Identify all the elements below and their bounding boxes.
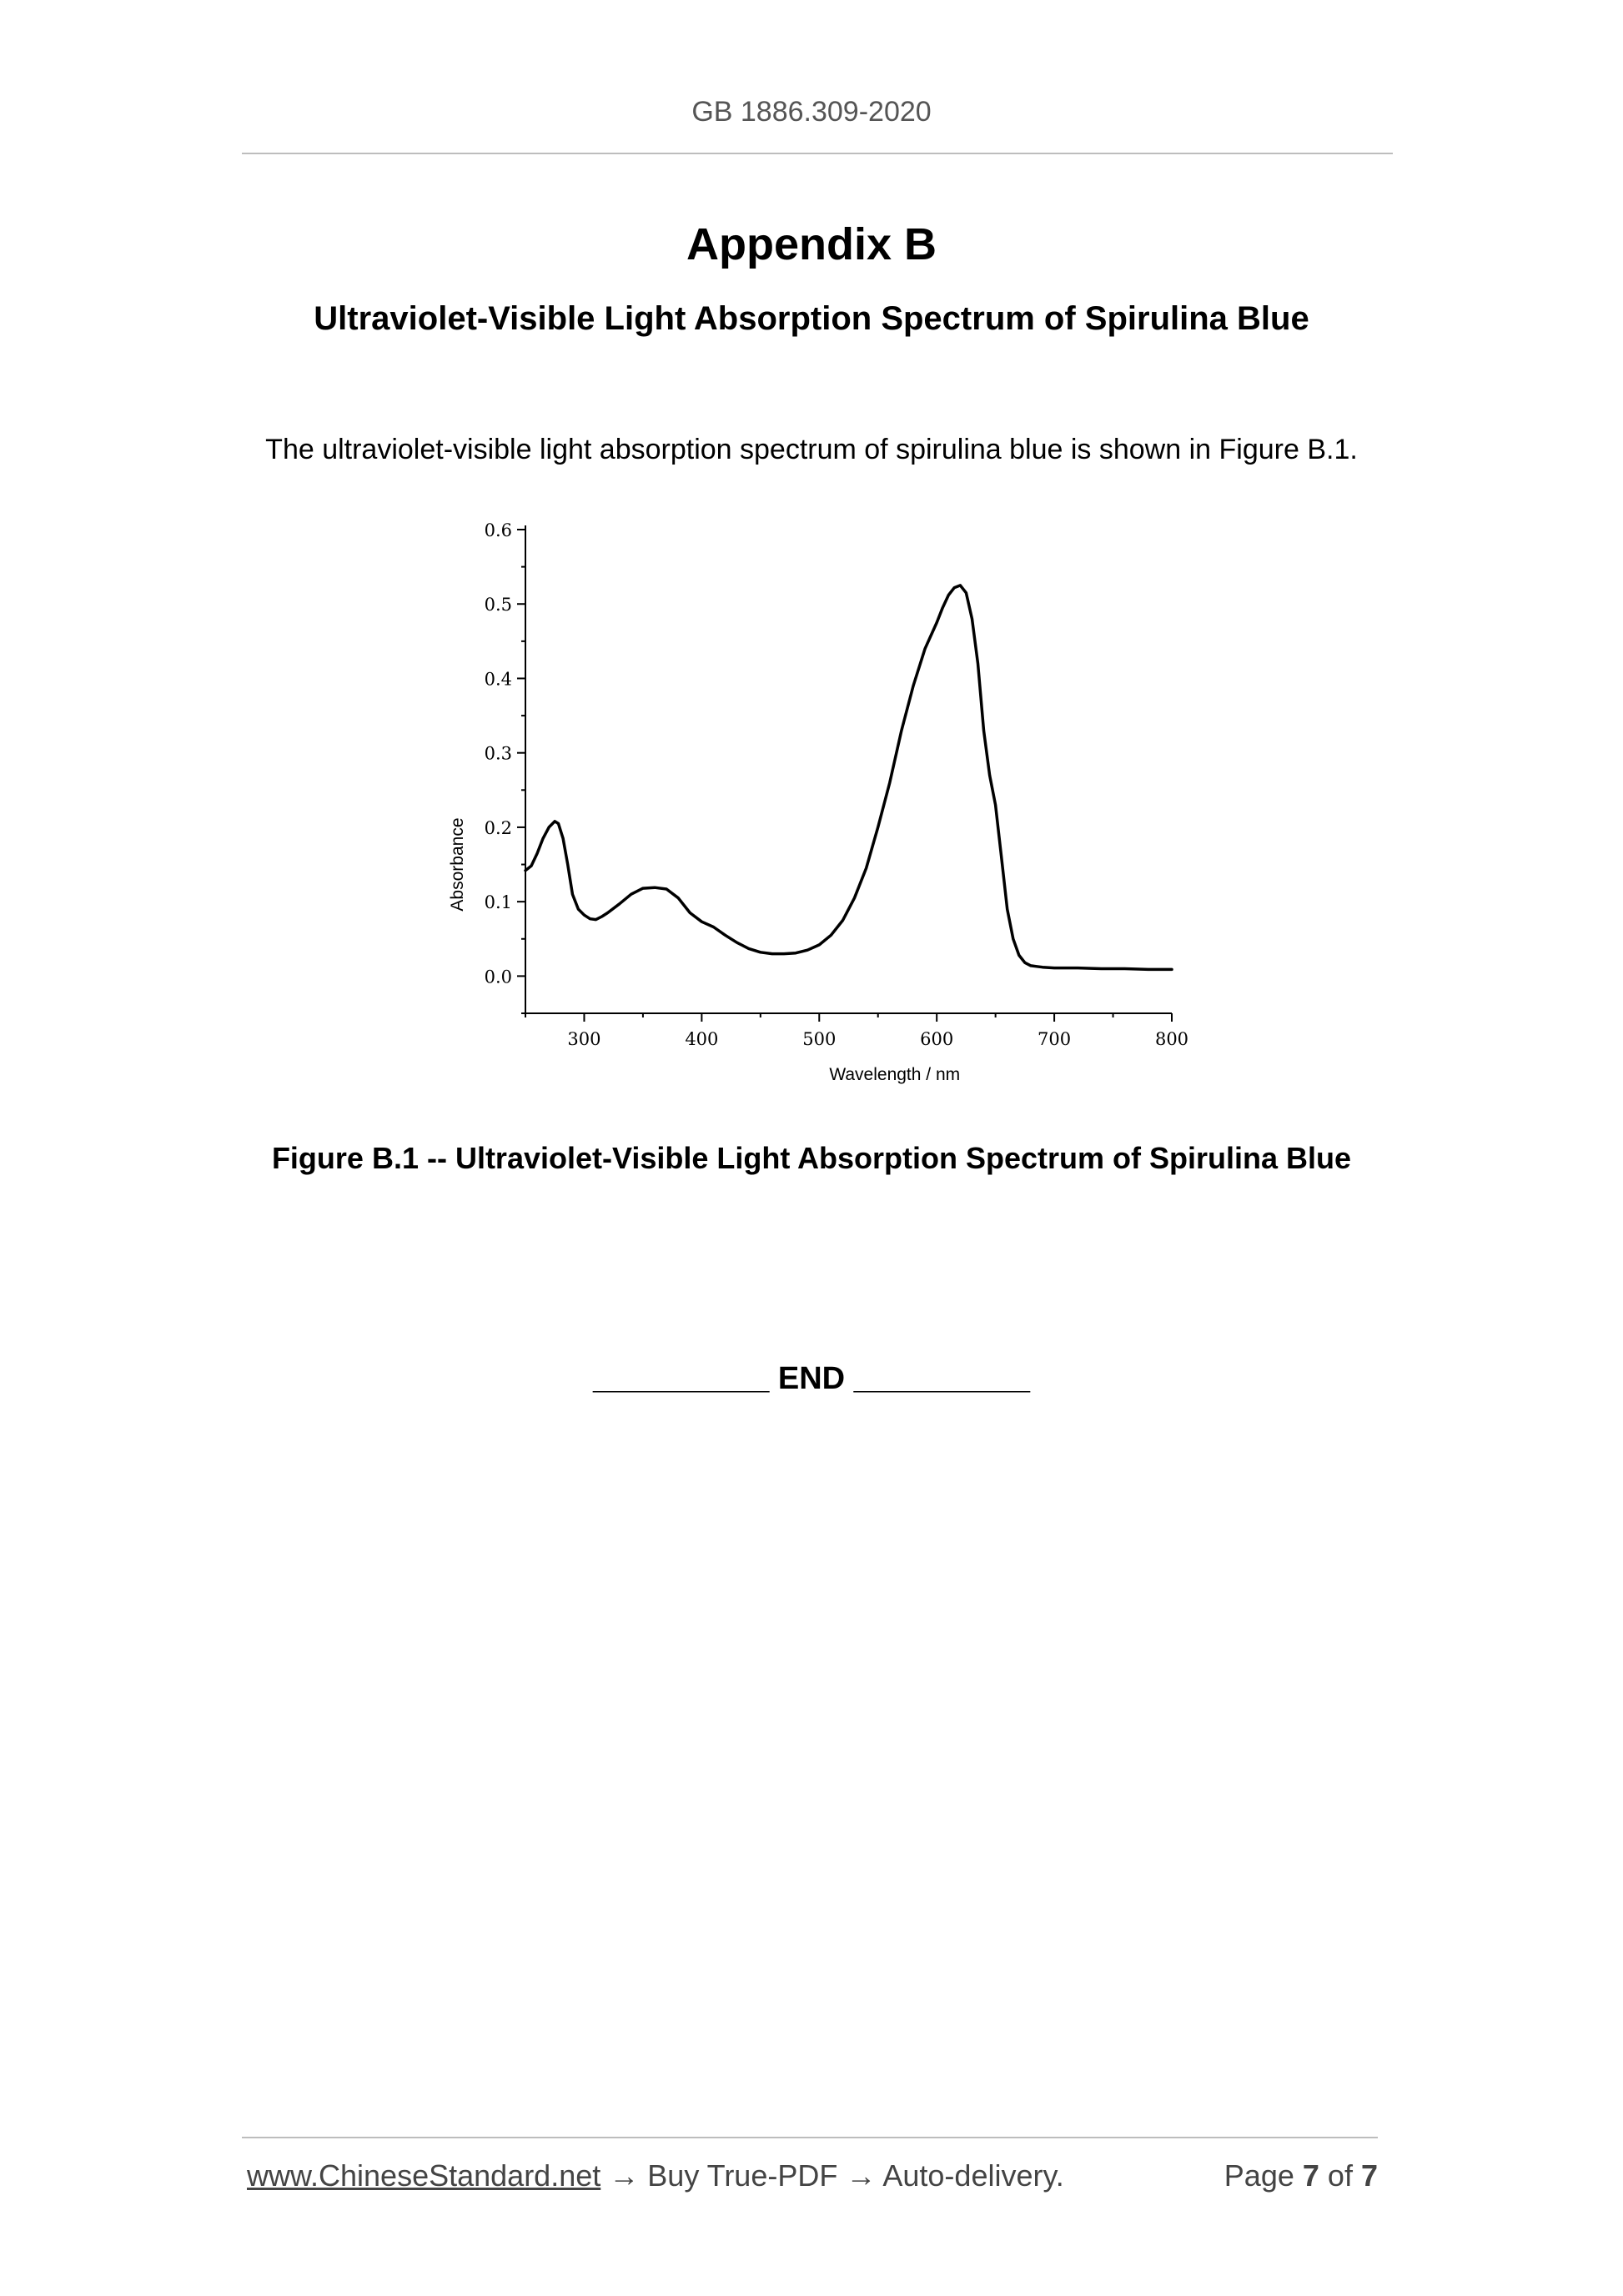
- y-axis-title: Absorbance: [448, 817, 467, 912]
- intro-paragraph: The ultraviolet-visible light absorption spectrum of spirulina blue is shown in Figure B.1.: [265, 434, 1358, 465]
- x-tick-label: 800: [1154, 1029, 1189, 1049]
- document-code: GB 1886.309-2020: [691, 96, 932, 128]
- y-tick-label: 0.3: [484, 743, 512, 764]
- x-tick-label: 500: [802, 1029, 837, 1049]
- footer-divider: [242, 2137, 1378, 2138]
- page-total: 7: [1360, 2158, 1378, 2193]
- page-indicator: [1224, 2158, 1378, 2193]
- x-tick-label: 400: [685, 1029, 719, 1049]
- end-marker: __________ END __________: [592, 1361, 1031, 1396]
- y-tick-label: 0.2: [484, 817, 512, 838]
- x-tick-label: 300: [567, 1029, 601, 1049]
- x-axis-title: Wavelength / nm: [829, 1065, 961, 1084]
- appendix-subtitle: Ultraviolet-Visible Light Absorption Spectrum of Spirulina Blue: [314, 300, 1309, 337]
- auto-delivery-text: Auto-delivery.: [882, 2158, 1064, 2193]
- y-tick-label: 0.5: [484, 595, 512, 615]
- header-divider: [242, 153, 1393, 154]
- arrow-right-icon: →: [846, 2158, 877, 2193]
- of-word: of: [1327, 2158, 1353, 2193]
- site-link[interactable]: www.ChineseStandard.net: [247, 2158, 601, 2193]
- series-line-spirulina-blue: [525, 585, 1172, 970]
- buy-true-pdf-text: Buy True-PDF: [647, 2158, 838, 2193]
- page-word: Page: [1224, 2158, 1294, 2193]
- page-current: 7: [1302, 2158, 1319, 2193]
- y-tick-label: 0.4: [484, 669, 512, 690]
- x-tick-label: 600: [920, 1029, 954, 1049]
- y-tick-label: 0.1: [484, 892, 512, 913]
- figure-caption: Figure B.1 -- Ultraviolet-Visible Light Absorption Spectrum of Spirulina Blue: [271, 1141, 1352, 1175]
- y-tick-label: 0.0: [484, 967, 512, 987]
- y-tick-label: 0.6: [484, 520, 512, 540]
- appendix-title: Appendix B: [686, 219, 937, 269]
- page-footer: [247, 2158, 1378, 2193]
- x-tick-label: 700: [1038, 1029, 1072, 1049]
- arrow-right-icon: →: [609, 2158, 640, 2193]
- absorption-spectrum-chart: [434, 509, 1201, 1093]
